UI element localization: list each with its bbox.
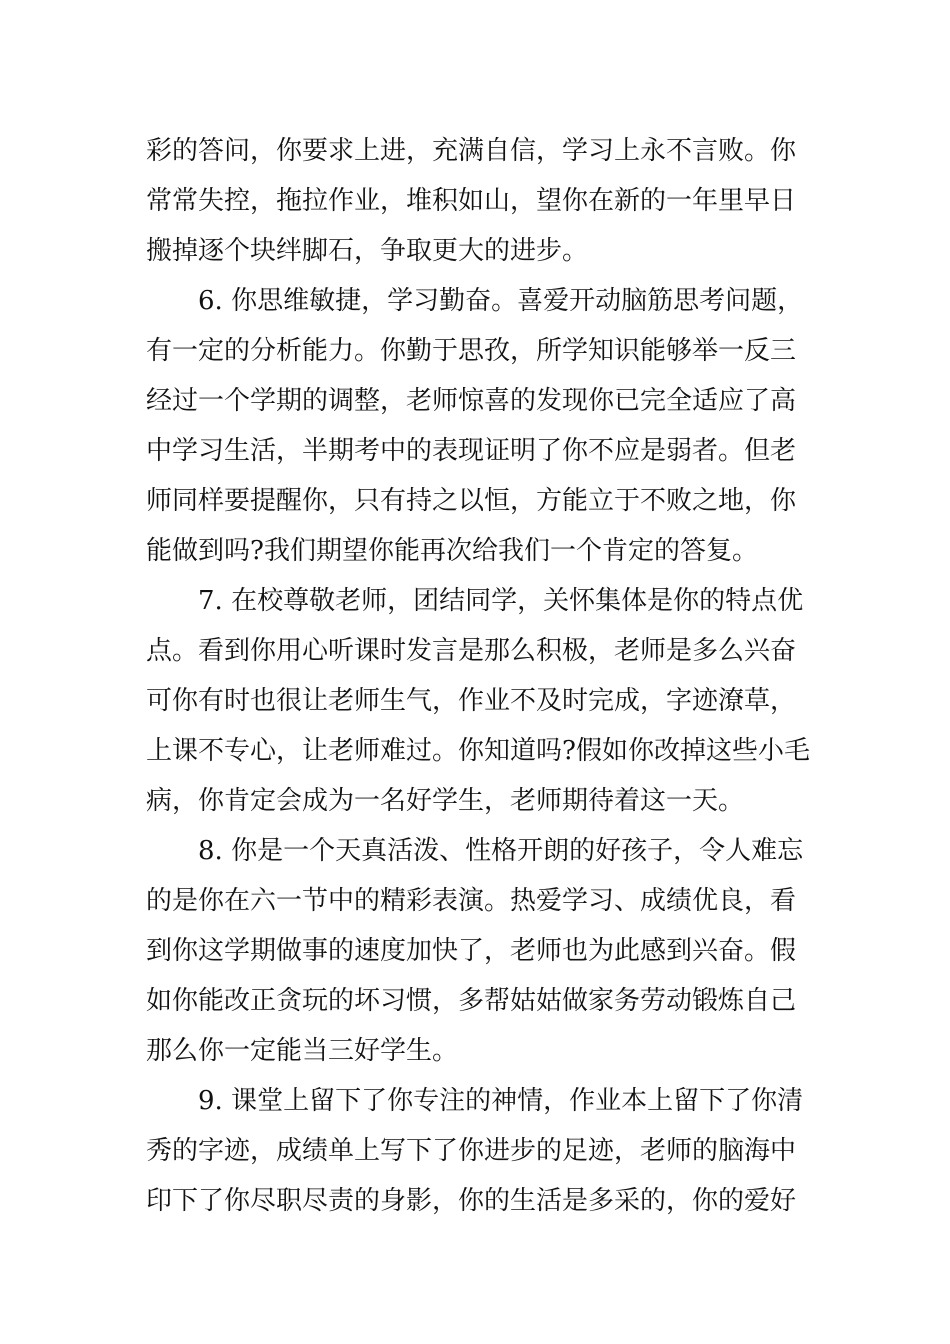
text-line: 如你能改正贪玩的坏习惯，多帮姑姑做家务劳动锻炼自己 bbox=[146, 986, 797, 1016]
text-line: 9. 课堂上留下了你专注的神情，作业本上留下了你清 bbox=[146, 1086, 804, 1116]
paragraph-6 bbox=[146, 276, 806, 576]
document-body bbox=[146, 126, 810, 1226]
text-line: 点。看到你用心听课时发言是那么积极，老师是多么兴奋 bbox=[146, 636, 797, 666]
text-line: 中学习生活，半期考中的表现证明了你不应是弱者。但老 bbox=[146, 436, 797, 466]
text-line: 搬掉逐个块绊脚石，争取更大的进步。 bbox=[146, 236, 589, 266]
text-line: 师同样要提醒你，只有持之以恒，方能立于不败之地，你 bbox=[146, 486, 797, 516]
text-line: 上课不专心，让老师难过。你知道吗?假如你改掉这些小毛 bbox=[146, 736, 810, 766]
text-line: 的是你在六一节中的精彩表演。热爱学习、成绩优良，看 bbox=[146, 886, 797, 916]
text-line: 8. 你是一个天真活泼、性格开朗的好孩子，令人难忘 bbox=[146, 836, 804, 866]
paragraph-7 bbox=[146, 576, 810, 826]
text-line: 经过一个学期的调整，老师惊喜的发现你已完全适应了高 bbox=[146, 386, 797, 416]
text-line: 到你这学期做事的速度加快了，老师也为此感到兴奋。假 bbox=[146, 936, 797, 966]
text-line: 可你有时也很让老师生气，作业不及时完成，字迹潦草， bbox=[146, 686, 797, 716]
text-line: 7. 在校尊敬老师，团结同学，关怀集体是你的特点优 bbox=[146, 586, 804, 616]
text-line: 6. 你思维敏捷，学习勤奋。喜爱开动脑筋思考问题， bbox=[146, 286, 804, 316]
text-line: 印下了你尽职尽责的身影，你的生活是多采的，你的爱好 bbox=[146, 1186, 797, 1216]
text-line: 那么你一定能当三好学生。 bbox=[146, 1036, 459, 1066]
text-line: 能做到吗?我们期望你能再次给我们一个肯定的答复。 bbox=[146, 536, 758, 566]
text-line: 秀的字迹，成绩单上写下了你进步的足迹，老师的脑海中 bbox=[146, 1136, 797, 1166]
text-line: 彩的答问，你要求上进，充满自信，学习上永不言败。你 bbox=[146, 136, 797, 166]
text-line: 病，你肯定会成为一名好学生，老师期待着这一天。 bbox=[146, 786, 745, 816]
paragraph-8 bbox=[146, 826, 806, 1076]
paragraph-9 bbox=[146, 1076, 806, 1226]
text-line: 常常失控，拖拉作业，堆积如山，望你在新的一年里早日 bbox=[146, 186, 797, 216]
paragraph-5-continued bbox=[146, 126, 806, 276]
text-line: 有一定的分析能力。你勤于思孜，所学知识能够举一反三 bbox=[146, 336, 797, 366]
